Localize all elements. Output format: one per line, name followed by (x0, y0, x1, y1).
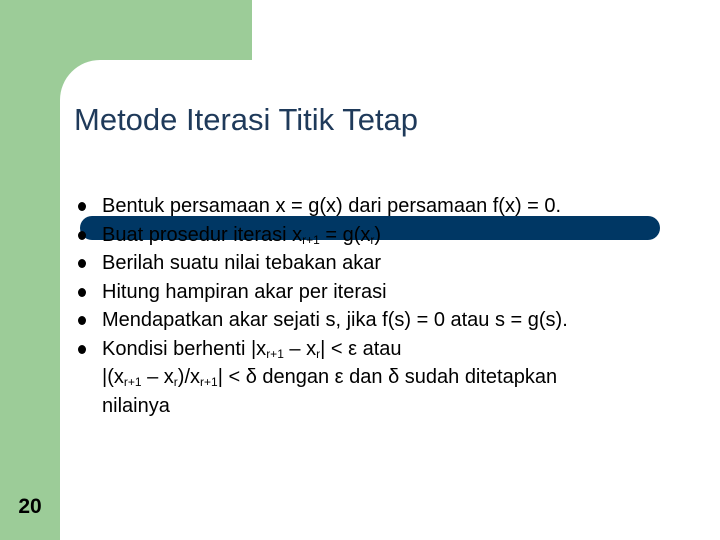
bullet-item (78, 306, 708, 335)
bullet-item (78, 278, 708, 307)
subscript: r+1 (302, 232, 320, 247)
slide-title: Metode Iterasi Titik Tetap (74, 102, 419, 137)
bullet-item (78, 221, 708, 250)
bullet-text: | < ε atau (320, 337, 402, 360)
bullet-text: – x (283, 337, 317, 360)
bullet-text: = g(x (319, 223, 371, 246)
bullet-text: Mendapatkan akar sejati s, jika f(s) = 0 atau s = g(s). (102, 309, 568, 331)
bullet-item (78, 249, 708, 278)
bullet-line (102, 335, 708, 364)
bullet-line (102, 363, 708, 392)
bullet-item (78, 192, 708, 221)
subscript: r (370, 232, 375, 247)
subscript: r+1 (123, 375, 142, 389)
subscript: r (316, 346, 321, 361)
bullet-line: nilainya (102, 394, 170, 417)
bullet-text: Hitung hampiran akar per iterasi (102, 280, 387, 303)
bullet-text: Buat prosedur iterasi x (102, 223, 303, 246)
bullet-item (78, 335, 708, 421)
bullet-text: Berilah suatu nilai tebakan akar (102, 252, 382, 274)
bullet-text: |(x (102, 366, 124, 388)
bullet-list (78, 192, 708, 420)
subscript: r (173, 375, 178, 389)
bullet-text: – x (141, 366, 174, 388)
bullet-text: | < δ dengan ε dan δ sudah ditetapkan (217, 366, 558, 388)
subscript: r+1 (200, 375, 218, 389)
bullet-text: ) (374, 223, 382, 246)
page-number: 20 (18, 495, 42, 518)
subscript: r+1 (266, 346, 284, 361)
bullet-text: Bentuk persamaan x = g(x) dari persamaan f(x) = 0. (102, 195, 562, 217)
bullet-text: Kondisi berhenti |x (102, 337, 267, 360)
bullet-text: )/x (177, 366, 201, 388)
